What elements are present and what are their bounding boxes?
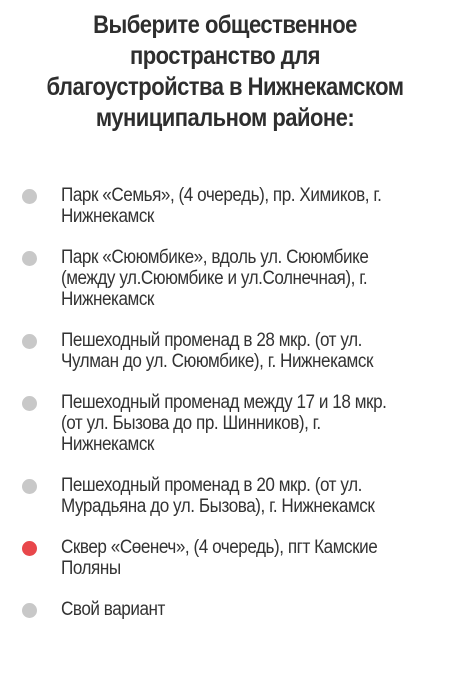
option-promenade-28[interactable] <box>18 330 432 372</box>
option-label: Парк «Семья», (4 очередь), пр. Химиков, г. Нижнекамск <box>61 185 382 227</box>
option-label: Парк «Сююмбике», вдоль ул. Сююмбике (между ул.Сююмбике и ул.Солнечная), г. Нижнекамск <box>61 247 369 310</box>
option-label: Пешеходный променад в 28 мкр. (от ул. Чулман до ул. Сююмбике), г. Нижнекамск <box>61 330 374 372</box>
radio-dot-icon[interactable] <box>22 334 37 349</box>
option-label: Пешеходный променад между 17 и 18 мкр. (от ул. Бызова до пр. Шинников), г. Нижнекамск <box>61 392 387 455</box>
radio-dot-icon[interactable] <box>22 603 37 618</box>
radio-dot-selected-icon[interactable] <box>22 541 37 556</box>
radio-dot-icon[interactable] <box>22 189 37 204</box>
option-promenade-17-18[interactable] <box>18 392 432 455</box>
options-list <box>18 185 432 640</box>
option-park-semya[interactable] <box>18 185 432 227</box>
option-label: Свой вариант <box>61 599 165 620</box>
option-promenade-20[interactable] <box>18 475 432 517</box>
radio-dot-icon[interactable] <box>22 479 37 494</box>
radio-dot-icon[interactable] <box>22 396 37 411</box>
question-title: Выберите общественное пространство для благоустройства в Нижнекамском муниципальном районе: <box>46 11 404 132</box>
option-label: Сквер «Сөенеч», (4 очередь), пгт Камские Поляны <box>61 537 378 579</box>
radio-dot-icon[interactable] <box>22 251 37 266</box>
option-park-syuyumbike[interactable] <box>18 247 432 310</box>
option-own-variant[interactable] <box>18 599 432 620</box>
option-label: Пешеходный променад в 20 мкр. (от ул. Мурадьяна до ул. Бызова), г. Нижнекамск <box>61 475 375 517</box>
option-skver-soenech[interactable] <box>18 537 432 579</box>
